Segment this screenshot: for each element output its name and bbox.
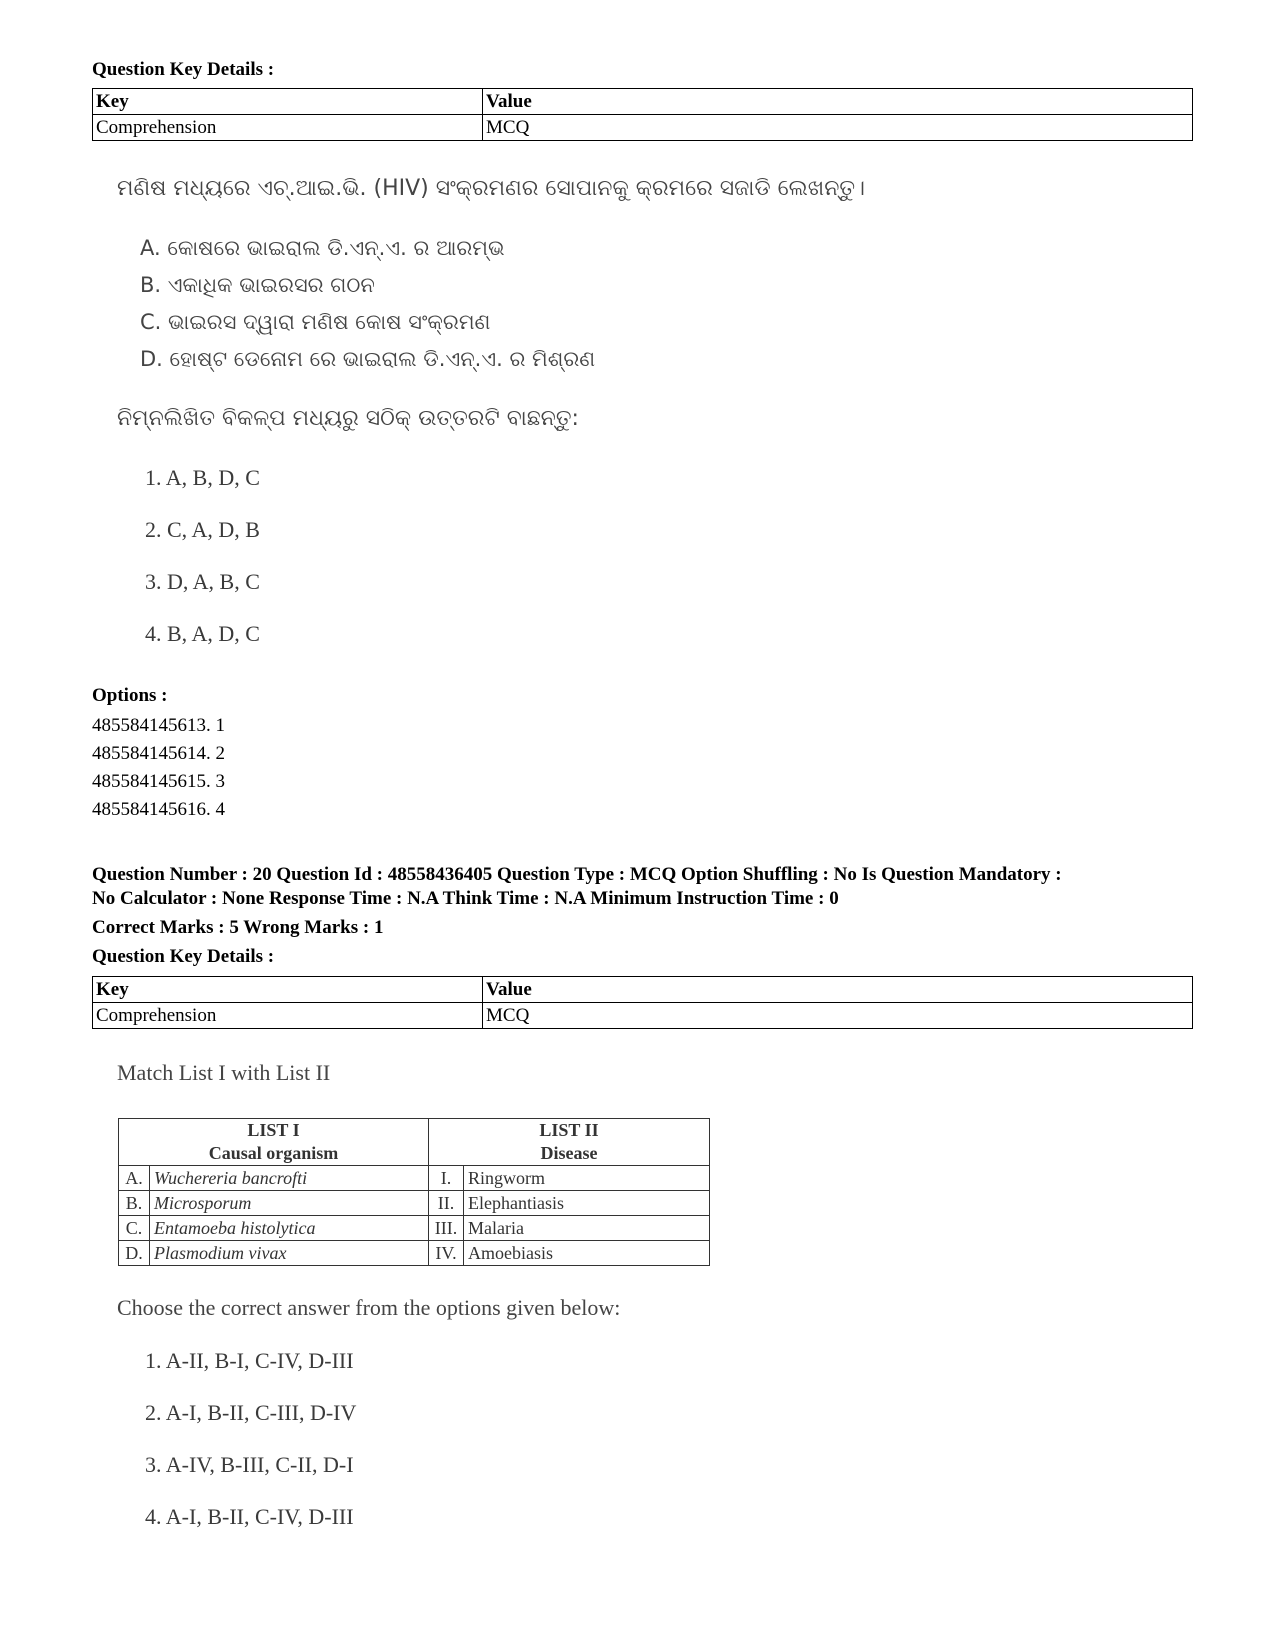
table-header-row [93,977,1193,1003]
choice-2: 2. C, A, D, B [145,517,260,542]
match-row [119,1241,710,1266]
list2-numeral: III. [429,1216,464,1241]
question-text: Match List I with List II [117,1060,331,1085]
list1-letter: B. [119,1191,150,1216]
list2-numeral: II. [429,1191,464,1216]
table-header-row [93,89,1193,115]
option-line: 485584145615. 3 [92,771,225,792]
match-header-row [119,1119,710,1166]
choice-3: 3. D, A, B, C [145,569,260,594]
question-meta-line-2: No Calculator : None Response Time : N.A Think Time : N.A Minimum Instruction Time : 0 [92,888,839,909]
causal-organism: Wuchereria bancrofti [150,1166,429,1191]
list2-subtitle: Disease [540,1143,598,1163]
list1-title: LIST I [247,1120,300,1140]
question-item-c: C. ଭାଇରସ ଦ୍ୱାରା ମଣିଷ କୋଷ ସଂକ୍ରମଣ [140,310,491,334]
match-table [118,1118,710,1266]
key-details-table [92,88,1193,141]
list2-numeral: IV. [429,1241,464,1266]
causal-organism: Microsporum [150,1191,429,1216]
key-details-table [92,976,1193,1029]
list2-title: LIST II [539,1120,599,1140]
value-cell: MCQ [483,115,1193,141]
instruction-text: Choose the correct answer from the options given below: [117,1295,621,1320]
causal-organism: Entamoeba histolytica [150,1216,429,1241]
marks-line: Correct Marks : 5 Wrong Marks : 1 [92,917,384,938]
question-text: ମଣିଷ ମଧ୍ୟରେ ଏଚ୍.ଆଇ.ଭି. (HIV) ସଂକ୍ରମଣର ସୋପାନକୁ କ୍ରମରେ ସଜାଡି ଲେଖନ୍ତୁ। [117,176,865,201]
list2-header [429,1119,710,1166]
table-row [93,115,1193,141]
choice-1: 1. A, B, D, C [145,465,260,490]
question-item-a: A. କୋଷରେ ଭାଇରାଲ ଡି.ଏନ୍.ଏ. ର ଆରମ୍ଭ [140,236,505,260]
question-item-b: B. ଏକାଧିକ ଭାଇରସର ଗଠନ [140,273,375,297]
choice-4: 4. A-I, B-II, C-IV, D-III [145,1504,354,1529]
disease: Amoebiasis [464,1241,710,1266]
list2-numeral: I. [429,1166,464,1191]
table-row [93,1003,1193,1029]
list1-header [119,1119,429,1166]
key-cell: Comprehension [93,115,483,141]
option-line: 485584145616. 4 [92,799,225,820]
match-row [119,1166,710,1191]
key-header: Key [93,977,483,1003]
key-header: Key [93,89,483,115]
value-header: Value [483,977,1193,1003]
disease: Malaria [464,1216,710,1241]
causal-organism: Plasmodium vivax [150,1241,429,1266]
option-line: 485584145613. 1 [92,715,225,736]
list1-letter: A. [119,1166,150,1191]
match-row [119,1191,710,1216]
key-details-heading: Question Key Details : [92,946,275,967]
choice-3: 3. A-IV, B-III, C-II, D-I [145,1452,354,1477]
choice-1: 1. A-II, B-I, C-IV, D-III [145,1348,354,1373]
list1-subtitle: Causal organism [208,1143,339,1163]
instruction-text: ନିମ୍ନଲିଖିତ ବିକଳ୍ପ ମଧ୍ୟରୁ ସଠିକ୍ ଉତ୍ତରଟି ବାଛନ୍ତୁ: [117,406,579,431]
key-details-heading: Question Key Details : [92,59,275,80]
value-cell: MCQ [483,1003,1193,1029]
choice-4: 4. B, A, D, C [145,621,260,646]
question-meta-line-1: Question Number : 20 Question Id : 48558436405 Question Type : MCQ Option Shuffling : No Is Question Mandatory : [92,864,1062,885]
question-item-d: D. ହୋଷ୍ଟ ଡେନୋମ ରେ ଭାଇରାଲ ଡି.ଏନ୍.ଏ. ର ମିଶ୍ରଣ [140,347,596,371]
match-row [119,1216,710,1241]
value-header: Value [483,89,1193,115]
key-cell: Comprehension [93,1003,483,1029]
choice-2: 2. A-I, B-II, C-III, D-IV [145,1400,357,1425]
list1-letter: C. [119,1216,150,1241]
options-heading: Options : [92,685,168,706]
disease: Elephantiasis [464,1191,710,1216]
disease: Ringworm [464,1166,710,1191]
list1-letter: D. [119,1241,150,1266]
option-line: 485584145614. 2 [92,743,225,764]
